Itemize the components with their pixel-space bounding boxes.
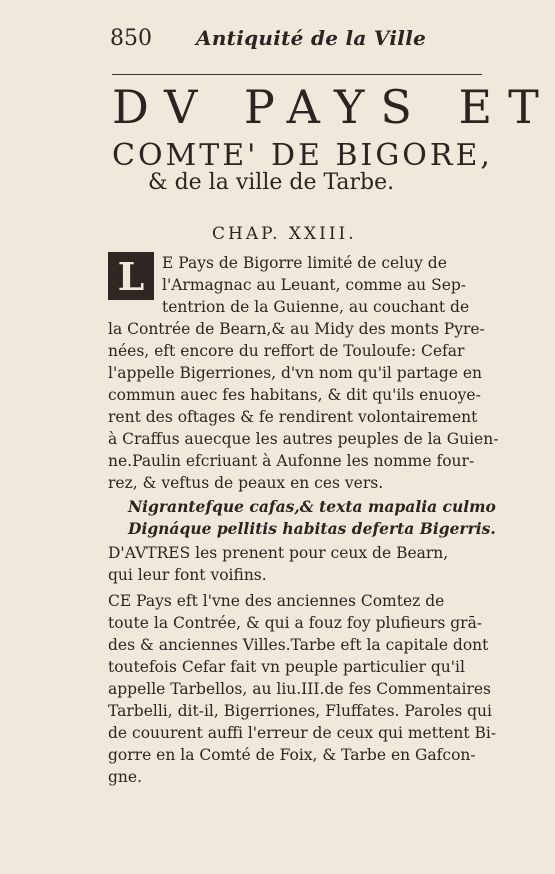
text-line: rent des oftages & fe rendirent volontairement [108,408,478,426]
title-line-3: & de la ville de Tarbe. [148,170,395,195]
page-number: 850 [110,26,152,51]
text-line: ne.Paulin efcriuant à Aufonne les nomme four- [108,452,475,470]
text-line: D'AVTRES les prenent pour ceux de Bearn, [108,544,449,562]
text-line: E Pays de Bigorre limité de celuy de [162,254,447,272]
text-line: appelle Tarbellos, au liu.III.de fes Commentaires [108,680,491,698]
text-line: gorre en la Comté de Foix, & Tarbe en Gafcon- [108,746,476,764]
text-line: Tarbelli, dit-il, Bigerriones, Fluffates. Paroles qui [108,702,492,720]
title-line-1: DV PAYS ET [112,80,555,134]
page-header [110,26,480,56]
decorated-initial: L [108,252,154,300]
title-line-2: COMTE' DE BIGORE, [112,138,493,173]
text-line: qui leur font voifins. [108,566,267,584]
header-rule [112,74,482,75]
text-line: tentrion de la Guienne, au couchant de [162,298,470,316]
text-line: nées, eft encore du reffort de Touloufe: Cefar [108,342,465,360]
text-line: l'Armagnac au Leuant, comme au Sep- [162,276,467,294]
text-line: toutefois Cefar fait vn peuple particulier qu'il [108,658,465,676]
text-line: CE Pays eft l'vne des anciennes Comtez de [108,592,445,610]
running-title: Antiquité de la Ville [196,26,427,50]
latin-quote-line: Dignáque pellitis habitas deferta Bigerris. [128,519,496,538]
text-line: gne. [108,768,143,786]
text-line: à Craffus auecque les autres peuples de la Guien- [108,430,499,448]
text-line: rez, & veftus de peaux en ces vers. [108,474,384,492]
text-line: des & anciennes Villes.Tarbe eft la capitale dont [108,636,489,654]
latin-quote-line: Nigrantefque cafas,& texta mapalia culmo [128,497,496,516]
text-line: de couurent auffi l'erreur de ceux qui mettent Bi- [108,724,497,742]
text-line: la Contrée de Bearn,& au Midy des monts Pyre- [108,320,485,338]
text-line: commun auec fes habitans, & dit qu'ils enuoye- [108,386,481,404]
text-line: toute la Contrée, & qui a fouz foy plufieurs grā- [108,614,483,632]
text-line: l'appelle Bigerriones, d'vn nom qu'il partage en [108,364,483,382]
chapter-heading: CHAP. XXIII. [212,224,357,244]
